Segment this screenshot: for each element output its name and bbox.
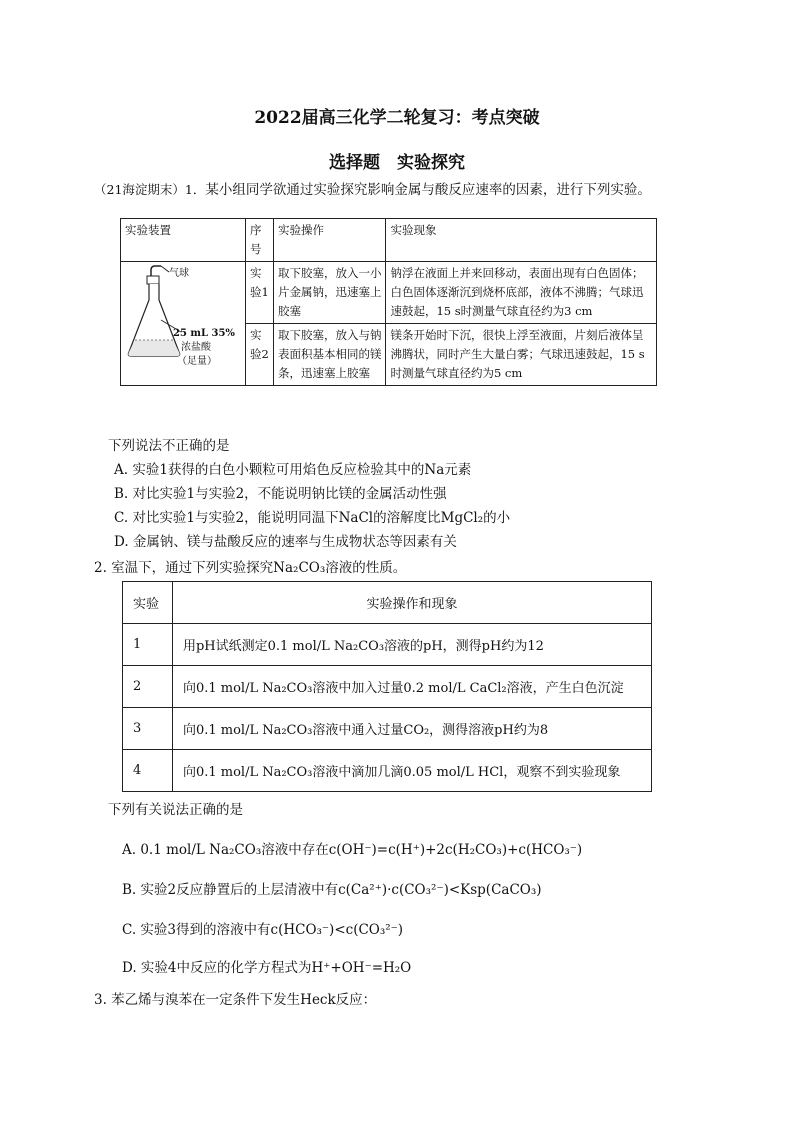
table-row — [123, 708, 652, 750]
question-1-text: 某小组同学欲通过实验探究影响金属与酸反应速率的因素，进行下列实验。 — [205, 182, 651, 198]
q1-option-a: A. 实验1获得的白色小颗粒可用焰色反应检验其中的Na元素 — [114, 462, 472, 478]
row-number: 3 — [123, 708, 173, 750]
table-row — [123, 666, 652, 708]
row-text: 用pH试纸测定0.1 mol/L Na₂CO₃溶液的pH，测得pH约为12 — [172, 624, 651, 666]
question-2-prompt: 下列有关说法正确的是 — [108, 802, 243, 818]
table-row — [123, 750, 652, 792]
question-1-stem — [94, 178, 651, 198]
row-id: 实验1 — [246, 262, 274, 324]
experiment-table-1 — [120, 218, 657, 386]
experiment-table-2 — [122, 581, 652, 792]
apparatus-cell — [121, 262, 246, 386]
row-number: 1 — [123, 624, 173, 666]
row-operation: 取下胶塞，放入一小片金属钠，迅速塞上胶塞 — [273, 262, 386, 324]
header-experiment: 实验 — [123, 582, 173, 624]
header-apparatus: 实验装置 — [121, 219, 246, 262]
table-row — [123, 624, 652, 666]
q1-option-b: B. 对比实验1与实验2，不能说明钠比镁的金属活动性强 — [114, 486, 447, 502]
acid-amount-label: （足量） — [177, 355, 217, 367]
row-observation: 镁条开始时下沉，很快上浮至液面，片刻后液体呈沸腾状，同时产生大量白雾；气球迅速鼓起，15 s时测量气球直径约为5 cm — [386, 324, 657, 386]
section-subtitle: 选择题 实验探究 — [329, 153, 465, 173]
question-1-prompt: 下列说法不正确的是 — [108, 438, 230, 454]
q1-option-c: C. 对比实验1与实验2，能说明同温下NaCl的溶解度比MgCl₂的小 — [114, 510, 511, 526]
question-3-stem: 3. 苯乙烯与溴苯在一定条件下发生Heck反应： — [94, 992, 377, 1008]
acid-volume-label: 25 mL 35% — [173, 327, 235, 339]
header-procedure: 实验操作和现象 — [172, 582, 651, 624]
balloon-label: 气球 — [169, 267, 189, 279]
row-text: 向0.1 mol/L Na₂CO₃溶液中通入过量CO₂，测得溶液pH约为8 — [172, 708, 651, 750]
acid-name-label: 浓盐酸 — [181, 341, 211, 353]
q1-option-d: D. 金属钠、镁与盐酸反应的速率与生成物状态等因素有关 — [114, 534, 457, 550]
table-header-row — [121, 219, 657, 262]
q2-option-c: C. 实验3得到的溶液中有c(HCO₃⁻)<c(CO₃²⁻) — [122, 922, 404, 938]
table-row — [121, 262, 657, 324]
row-text: 向0.1 mol/L Na₂CO₃溶液中加入过量0.2 mol/L CaCl₂溶液，产生白色沉淀 — [172, 666, 651, 708]
q2-option-d: D. 实验4中反应的化学方程式为H⁺+OH⁻=H₂O — [122, 960, 412, 976]
row-number: 2 — [123, 666, 173, 708]
header-serial: 序号 — [246, 219, 274, 262]
row-id: 实验2 — [246, 324, 274, 386]
row-operation: 取下胶塞，放入与钠表面积基本相同的镁条，迅速塞上胶塞 — [273, 324, 386, 386]
q2-option-b: B. 实验2反应静置后的上层清液中有c(Ca²⁺)·c(CO₃²⁻)<Ksp(CaCO₃) — [122, 882, 542, 898]
row-text: 向0.1 mol/L Na₂CO₃溶液中滴加几滴0.05 mol/L HCl，观察不到实验现象 — [172, 750, 651, 792]
q2-option-a: A. 0.1 mol/L Na₂CO₃溶液中存在c(OH⁻)=c(H⁺)+2c(H₂CO₃)+c(HCO₃⁻) — [122, 842, 583, 858]
table-header-row — [123, 582, 652, 624]
question-2-stem: 2. 室温下，通过下列实验探究Na₂CO₃溶液的性质。 — [94, 560, 407, 576]
question-1-source: （21海淀期末）1． — [94, 182, 206, 197]
row-number: 4 — [123, 750, 173, 792]
document-title: 2022届高三化学二轮复习：考点突破 — [254, 108, 540, 128]
header-operation: 实验操作 — [273, 219, 386, 262]
header-observation: 实验现象 — [386, 219, 657, 262]
row-observation: 钠浮在液面上并来回移动，表面出现有白色固体；白色固体逐渐沉到烧杯底部，液体不沸腾；气球迅速鼓起，15 s时测量气球直径约为3 cm — [386, 262, 657, 324]
